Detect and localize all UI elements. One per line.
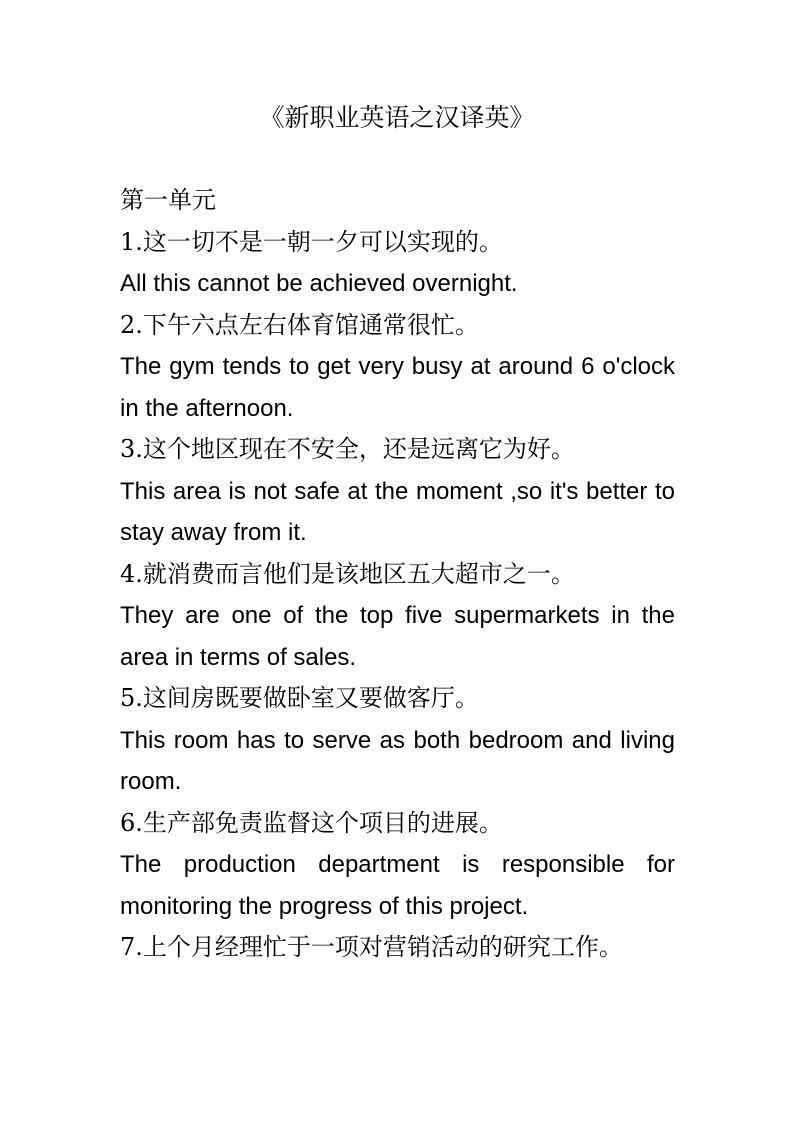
item-2-english: The gym tends to get very busy at around 6 o'clock in the afternoon. xyxy=(120,353,675,422)
item-2-chinese: 2.下午六点左右体育馆通常很忙。 xyxy=(120,310,479,339)
item-1-chinese: 1.这一切不是一朝一夕可以实现的。 xyxy=(120,227,503,256)
document-body xyxy=(120,180,675,969)
item-1-english: All this cannot be achieved overnight. xyxy=(120,270,518,297)
document-title: 《新职业英语之汉译英》 xyxy=(259,103,535,132)
item-4-english: They are one of the top five supermarkets in the area in terms of sales. xyxy=(120,602,675,671)
item-5-chinese: 5.这间房既要做卧室又要做客厅。 xyxy=(120,684,479,712)
item-3-english: This area is not safe at the moment ,so it's better to stay away from it. xyxy=(120,477,675,546)
item-6-english: The production department is responsible for monitoring the progress of this project. xyxy=(120,851,675,920)
item-3-chinese: 3.这个地区现在不安全，还是远离它为好。 xyxy=(120,435,575,463)
item-6-chinese: 6.生产部免责监督这个项目的进展。 xyxy=(120,808,503,837)
item-7-chinese: 7.上个月经理忙于一项对营销活动的研究工作。 xyxy=(120,933,623,961)
unit-heading: 第一单元 xyxy=(120,186,216,214)
item-5-english: This room has to serve as both bedroom and living room. xyxy=(120,726,675,795)
item-4-chinese: 4.就消费而言他们是该地区五大超市之一。 xyxy=(120,559,575,588)
